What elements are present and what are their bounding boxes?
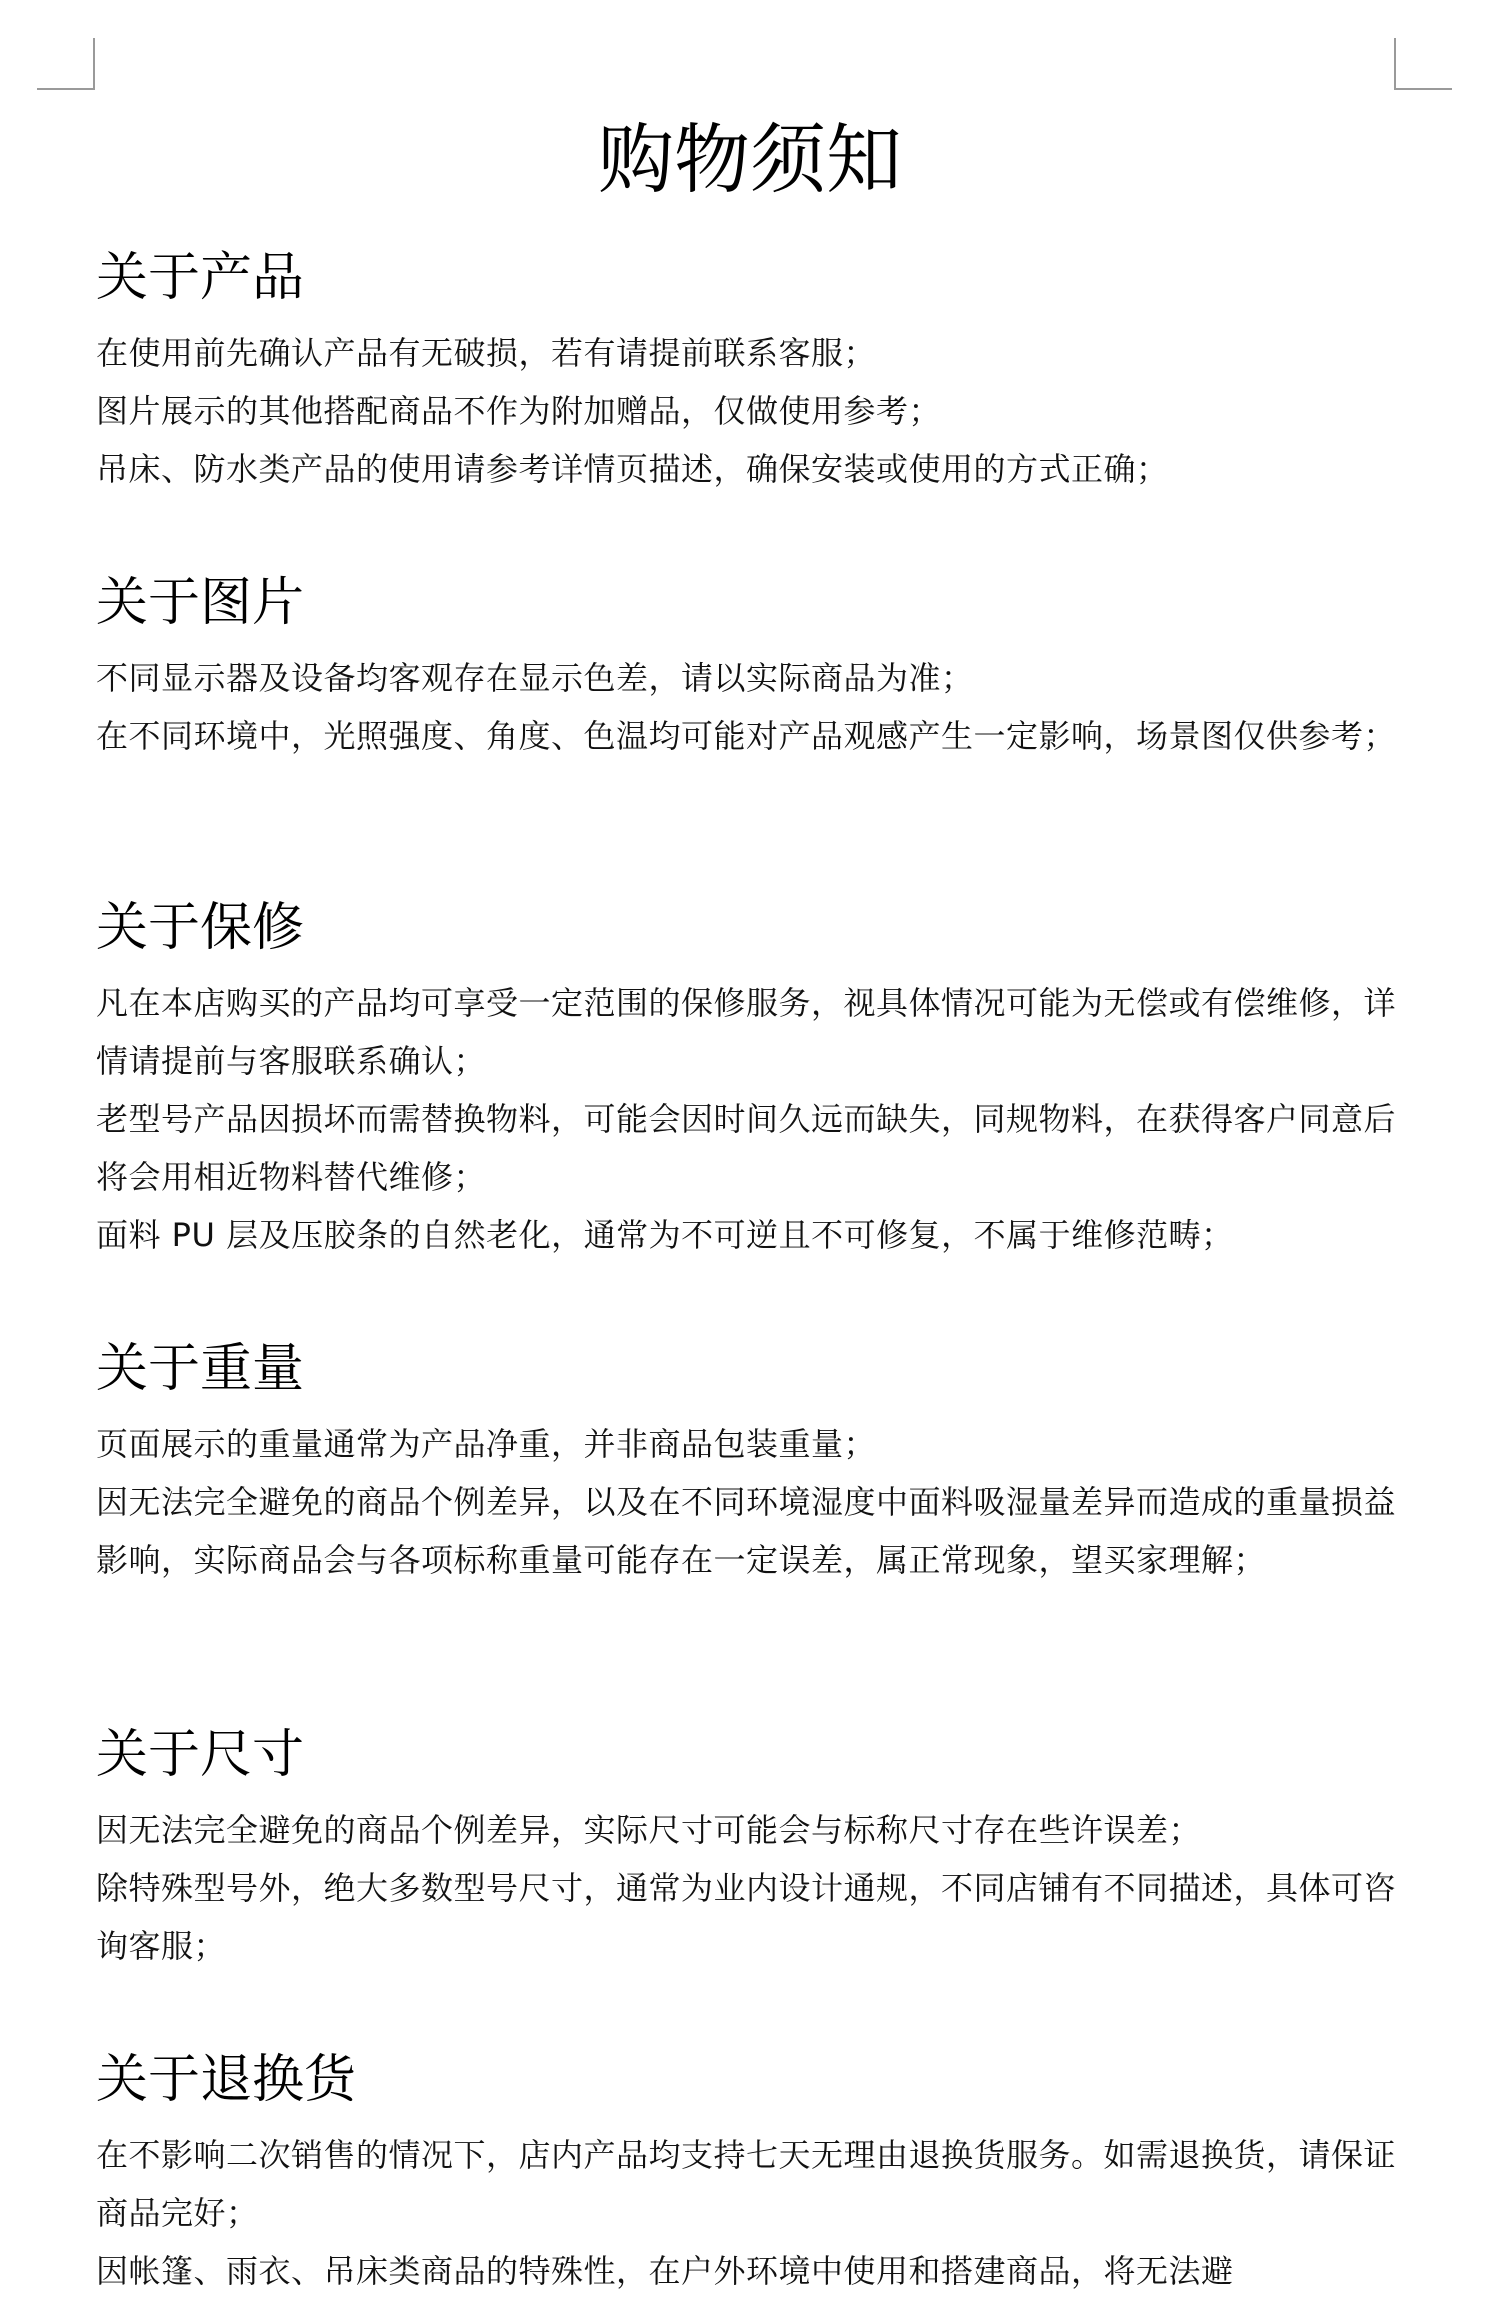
paragraph: 除特殊型号外，绝大多数型号尺寸，通常为业内设计通规，不同店铺有不同描述，具体可咨询客服； <box>96 1869 1397 1965</box>
paragraph: 吊床、防水类产品的使用请参考详情页描述，确保安装或使用的方式正确； <box>96 450 1169 488</box>
paragraph: 因无法完全避免的商品个例差异，以及在不同环境湿度中面料吸湿量差异而造成的重量损益影响，实际商品会与各项标称重量可能存在一定误差，属正常现象，望买家理解； <box>96 1483 1397 1579</box>
section-heading: 关于尺寸 <box>96 1725 305 1785</box>
paragraph: 凡在本店购买的产品均可享受一定范围的保修服务，视具体情况可能为无偿或有偿维修，详情请提前与客服联系确认； <box>96 984 1397 1080</box>
paragraph: 在不影响二次销售的情况下，店内产品均支持七天无理由退换货服务。如需退换货，请保证商品完好； <box>96 2136 1397 2232</box>
page-corner-mark-right <box>1394 38 1452 90</box>
section-heading: 关于产品 <box>96 248 305 308</box>
page-corner-mark-left <box>37 38 95 90</box>
paragraph: 因帐篷、雨衣、吊床类商品的特殊性，在户外环境中使用和搭建商品，将无法避 <box>96 2252 1234 2290</box>
section-warranty <box>96 896 1416 1264</box>
paragraph: 在使用前先确认产品有无破损，若有请提前联系客服； <box>96 334 877 372</box>
paragraph: 在不同环境中，光照强度、角度、色温均可能对产品观感产生一定影响，场景图仅供参考； <box>96 717 1397 755</box>
paragraph: 面料 PU 层及压胶条的自然老化，通常为不可逆且不可修复，不属于维修范畴； <box>96 1216 1234 1254</box>
section-images <box>96 571 1416 765</box>
section-heading: 关于退换货 <box>96 2050 357 2110</box>
page-title: 购物须知 <box>598 115 902 204</box>
section-weight <box>96 1337 1416 1589</box>
paragraph: 不同显示器及设备均客观存在显示色差，请以实际商品为准； <box>96 659 974 697</box>
section-heading: 关于重量 <box>96 1339 305 1399</box>
section-returns <box>96 2048 1416 2300</box>
section-product <box>96 246 1416 498</box>
paragraph: 图片展示的其他搭配商品不作为附加赠品，仅做使用参考； <box>96 392 942 430</box>
section-heading: 关于图片 <box>96 573 305 633</box>
paragraph: 因无法完全避免的商品个例差异，实际尺寸可能会与标称尺寸存在些许误差； <box>96 1811 1202 1849</box>
section-size <box>96 1723 1416 1975</box>
paragraph: 老型号产品因损坏而需替换物料，可能会因时间久远而缺失，同规物料，在获得客户同意后将会用相近物料替代维修； <box>96 1100 1397 1196</box>
paragraph: 页面展示的重量通常为产品净重，并非商品包装重量； <box>96 1425 877 1463</box>
section-heading: 关于保修 <box>96 898 305 958</box>
